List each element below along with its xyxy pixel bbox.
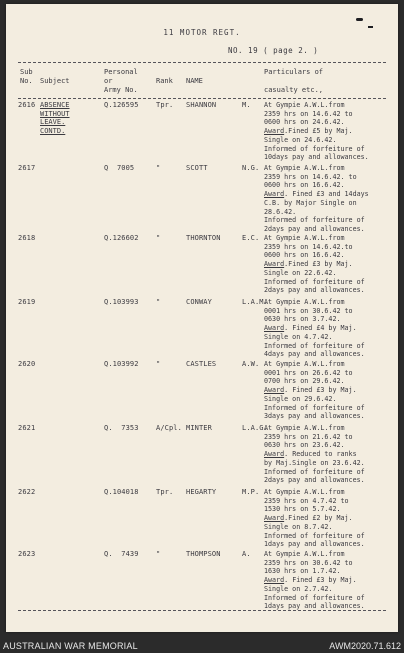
particulars-line: Award.Fined £3 by Maj. — [264, 260, 353, 269]
particulars-line: 2days pay and allowances. — [264, 476, 365, 485]
particulars-line: 2359 hrs on 30.6.42 to — [264, 558, 353, 567]
particulars-line: Informed of forfeiture of — [264, 341, 365, 350]
entry-sub-no: 2622 — [18, 488, 36, 496]
entry-army-no: Q.103992 — [104, 360, 139, 368]
entry-initials: N.G. — [242, 164, 260, 172]
particulars-line: Informed of forfeiture of — [264, 277, 365, 286]
entry-initials: L.A.M. — [242, 298, 268, 306]
footer-bar — [0, 639, 404, 653]
closing-rule — [18, 610, 386, 611]
entry-surname: HEGARTY — [186, 488, 217, 496]
header-rank: Rank — [156, 77, 173, 85]
entry-sub-no: 2623 — [18, 550, 36, 558]
entry-rank: A/Cpl. — [156, 424, 182, 432]
particulars-line: 2359 hrs on 14.6.42. to — [264, 172, 357, 181]
entry-initials: L.A.G. — [242, 424, 268, 432]
header-particulars: Particulars of casualty etc., — [264, 68, 324, 94]
subject-line: LEAVE. — [40, 118, 66, 127]
particulars-line: 0001 hrs on 26.6.42 to — [264, 368, 353, 377]
page-reference: NO. 19 ( page 2. ) — [228, 46, 319, 55]
entry-rank: " — [156, 550, 161, 558]
particulars-line: 1630 hrs on 1.7.42. — [264, 567, 341, 576]
particulars-line: At Gympie A.W.L.from — [264, 360, 345, 368]
footer-institution: AUSTRALIAN WAR MEMORIAL — [3, 641, 138, 651]
particulars-line: Award.Fined £2 by Maj. — [264, 514, 353, 523]
entry-army-no: Q.104018 — [104, 488, 139, 496]
entry-sub-no: 2618 — [18, 234, 36, 242]
particulars-line: 2359 hrs on 14.6.42.to — [264, 242, 353, 251]
particulars-line: C.B. by Major Single on — [264, 198, 357, 207]
particulars-line: Award. Fined £4 by Maj. — [264, 324, 357, 333]
particulars-line: by Maj.Single on 23.6.42. — [264, 458, 365, 467]
entry-surname: SHANNON — [186, 101, 217, 109]
particulars-line: Award. Fined £3 and 14days — [264, 190, 369, 199]
document-page — [6, 4, 398, 632]
entry-initials: E.C. — [242, 234, 260, 242]
entry-sub-no: 2616 — [18, 101, 36, 109]
entry-rank: " — [156, 234, 161, 242]
particulars-line: 0630 hrs on 23.6.42. — [264, 441, 345, 450]
document-title: 11 MOTOR REGT. — [163, 28, 241, 37]
footer-accession-number: AWM2020.71.612 — [329, 641, 401, 651]
entry-sub-no: 2620 — [18, 360, 36, 368]
entry-rank: Tpr. — [156, 488, 174, 496]
entry-army-no: Q.103993 — [104, 298, 139, 306]
particulars-line: At Gympie A.W.L.from — [264, 101, 345, 109]
entry-army-no: Q 7005 — [104, 164, 135, 172]
particulars-line: 3days pay and allowances. — [264, 412, 365, 421]
particulars-line: 4days pay and allowances. — [264, 350, 365, 359]
header-personal-no: Personal or Army No. — [104, 68, 138, 94]
entry-initials: M.P. — [242, 488, 260, 496]
particulars-line: At Gympie A.W.L.from — [264, 488, 345, 496]
particulars-line: Informed of forfeiture of — [264, 216, 365, 225]
entry-surname: SCOTT — [186, 164, 208, 172]
particulars-line: 0600 hrs on 24.6.42. — [264, 118, 345, 127]
particulars-line: Informed of forfeiture of — [264, 593, 365, 602]
entry-rank: " — [156, 164, 161, 172]
particulars-line: 0700 hrs on 29.6.42. — [264, 377, 345, 386]
entry-surname: MINTER — [186, 424, 212, 432]
entry-sub-no: 2619 — [18, 298, 36, 306]
particulars-line: 28.6.42. — [264, 207, 297, 216]
particulars-line: Single on 22.6.42. — [264, 268, 337, 277]
particulars-line: At Gympie A.W.L.from — [264, 164, 345, 172]
particulars-line: 10days pay and allowances. — [264, 153, 369, 162]
subject-line: WITHOUT — [40, 109, 70, 118]
entry-army-no: Q. 7439 — [104, 550, 139, 558]
header-name: NAME — [186, 77, 203, 85]
particulars-line: At Gympie A.W.L.from — [264, 298, 345, 306]
particulars-line: 2days pay and allowances. — [264, 286, 365, 295]
entry-surname: THOMPSON — [186, 550, 221, 558]
particulars-line: Award. Fined £3 by Maj. — [264, 576, 357, 585]
particulars-line: Single on 2.7.42. — [264, 584, 333, 593]
header-subject: Subject — [40, 77, 70, 85]
particulars-line: 1days pay and allowances. — [264, 540, 365, 549]
particulars-line: At Gympie A.W.L.from — [264, 234, 345, 242]
particulars-line: 0001 hrs on 30.6.42 to — [264, 306, 353, 315]
particulars-line: 2days pay and allowances. — [264, 224, 365, 233]
particulars-line: Single on 24.6.42. — [264, 135, 337, 144]
particulars-line: Informed of forfeiture of — [264, 144, 365, 153]
particulars-line: 0600 hrs on 16.6.42. — [264, 181, 345, 190]
entry-sub-no: 2617 — [18, 164, 36, 172]
entry-initials: A.W. — [242, 360, 260, 368]
particulars-line: Award. Reduced to ranks — [264, 450, 357, 459]
particulars-line: 1530 hrs on 5.7.42. — [264, 505, 341, 514]
particulars-line: 2359 hrs on 14.6.42 to — [264, 109, 353, 118]
header-rule-bottom — [18, 98, 386, 99]
entry-surname: CASTLES — [186, 360, 217, 368]
entry-surname: CONWAY — [186, 298, 212, 306]
header-rule-top — [18, 62, 386, 63]
particulars-line: Informed of forfeiture of — [264, 403, 365, 412]
particulars-line: Single on 4.7.42. — [264, 332, 333, 341]
entry-army-no: Q.126595 — [104, 101, 139, 109]
subject-line: CONTD. — [40, 126, 66, 135]
particulars-line: 1days pay and allowances. — [264, 602, 365, 611]
particulars-line: Single on 8.7.42. — [264, 522, 333, 531]
particulars-line: Single on 29.6.42. — [264, 394, 337, 403]
entry-rank: " — [156, 360, 161, 368]
entry-rank: Tpr. — [156, 101, 174, 109]
header-sub-no: Sub No. — [20, 68, 33, 85]
subject-line: ABSENCE — [40, 101, 70, 109]
particulars-line: At Gympie A.W.L.from — [264, 424, 345, 432]
entry-rank: " — [156, 298, 161, 306]
entry-initials: M. — [242, 101, 251, 109]
particulars-line: Award.Fined £5 by Maj. — [264, 127, 353, 136]
particulars-line: Award. Fined £3 by Maj. — [264, 386, 357, 395]
particulars-line: Informed of forfeiture of — [264, 467, 365, 476]
particulars-line: 0600 hrs on 16.6.42. — [264, 251, 345, 260]
entry-army-no: Q.126602 — [104, 234, 139, 242]
entry-surname: THORNTON — [186, 234, 221, 242]
entry-initials: A. — [242, 550, 251, 558]
particulars-line: Informed of forfeiture of — [264, 531, 365, 540]
particulars-line: 0630 hrs on 3.7.42. — [264, 315, 341, 324]
particulars-line: 2359 hrs on 21.6.42 to — [264, 432, 353, 441]
ink-mark — [356, 18, 363, 21]
particulars-line: 2359 hrs on 4.7.42 to — [264, 496, 349, 505]
particulars-line: At Gympie A.W.L.from — [264, 550, 345, 558]
entry-army-no: Q. 7353 — [104, 424, 139, 432]
entry-sub-no: 2621 — [18, 424, 36, 432]
